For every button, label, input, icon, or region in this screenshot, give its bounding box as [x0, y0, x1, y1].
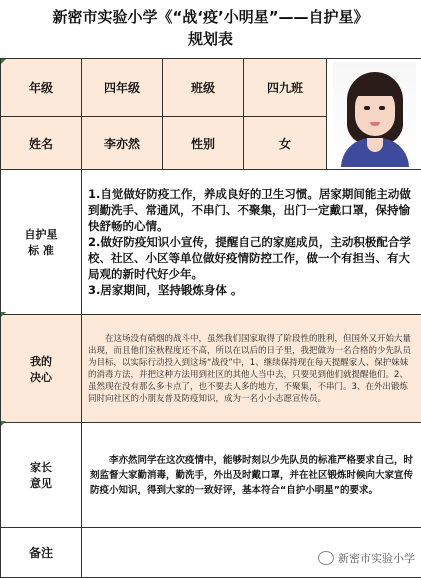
standard-text: 1.自觉做好防疫工作，养成良好的卫生习惯。居家期间能主动做到勤洗手、常通风，不串门、不聚集，出门一定戴口罩，保持愉快舒畅的心情。 2.做好防疫知识小宣传，提醒自己的家庭成员，主动积极配合学校、社区、小区等单位做好疫情防控工作，做一个有担当、有大局观的新时代好少年。 3.居家期间，坚持锻炼身体 。: [82, 182, 421, 302]
watermark: [318, 548, 415, 568]
corner-marker-icon: [1, 312, 6, 317]
gender-label: 性别: [163, 117, 244, 170]
corner-marker-icon: [1, 59, 6, 64]
class-label: 班级: [163, 59, 244, 117]
corner-marker-icon: [1, 421, 6, 426]
table-row: [1, 423, 421, 528]
name-value: 李亦然: [82, 117, 163, 170]
student-photo: [333, 62, 416, 167]
gender-value: 女: [244, 117, 327, 170]
table-row: [1, 59, 421, 117]
resolve-text: 在这场没有硝烟的战斗中，虽然我们国家取得了阶段性的胜利，但国外又开始大量出现，而且他们室秋程度还不高，所以在以后的日子里，我把做为一名合格的少先队员为目标，以实际行动投入到这场“战役”中，1、继续保持现在每天提醒家人、保护妹妹的消毒方法，并把这种方法用到社区的其他人当中去，只要见到他们就提醒他们。2、虽然现在没有那么多卡点了，也不要去人多的地方，不聚集，不串门。3、在外出锻炼同时向社区的小朋友普及防疫知识，成为一名小小志愿宣传员。: [82, 327, 421, 411]
watermark-text: 新密市实验小学: [338, 550, 415, 566]
table-row: [1, 170, 421, 315]
name-label: 姓名: [1, 117, 82, 170]
table-row: [1, 315, 421, 423]
plan-table: [0, 58, 421, 578]
opinion-label: 家长 意见: [1, 423, 82, 528]
header: [0, 0, 421, 59]
standard-label: 自护星 标 准: [1, 170, 82, 315]
resolve-label: 我的 决心: [1, 315, 82, 423]
page-title: 新密市实验小学《“战‘疫’小明星”——自护星》 规划表: [0, 6, 421, 50]
grade-value: 四年级: [82, 59, 163, 117]
wechat-icon: [318, 551, 334, 565]
class-value: 四九班: [244, 59, 327, 117]
notes-label: 备注: [1, 528, 82, 578]
grade-label: 年级: [1, 59, 82, 117]
opinion-text: 李亦然同学在这次疫情中，能够时刻以少先队员的标准严格要求自己，时刻监督大家勤消毒，勤洗手，外出及时戴口罩，并在社区锻炼时候向大家宣传防疫小知识，得到大家的一致好评，基本符合“自护小明星”的要求。: [82, 447, 421, 504]
student-photo-cell: [327, 59, 421, 170]
